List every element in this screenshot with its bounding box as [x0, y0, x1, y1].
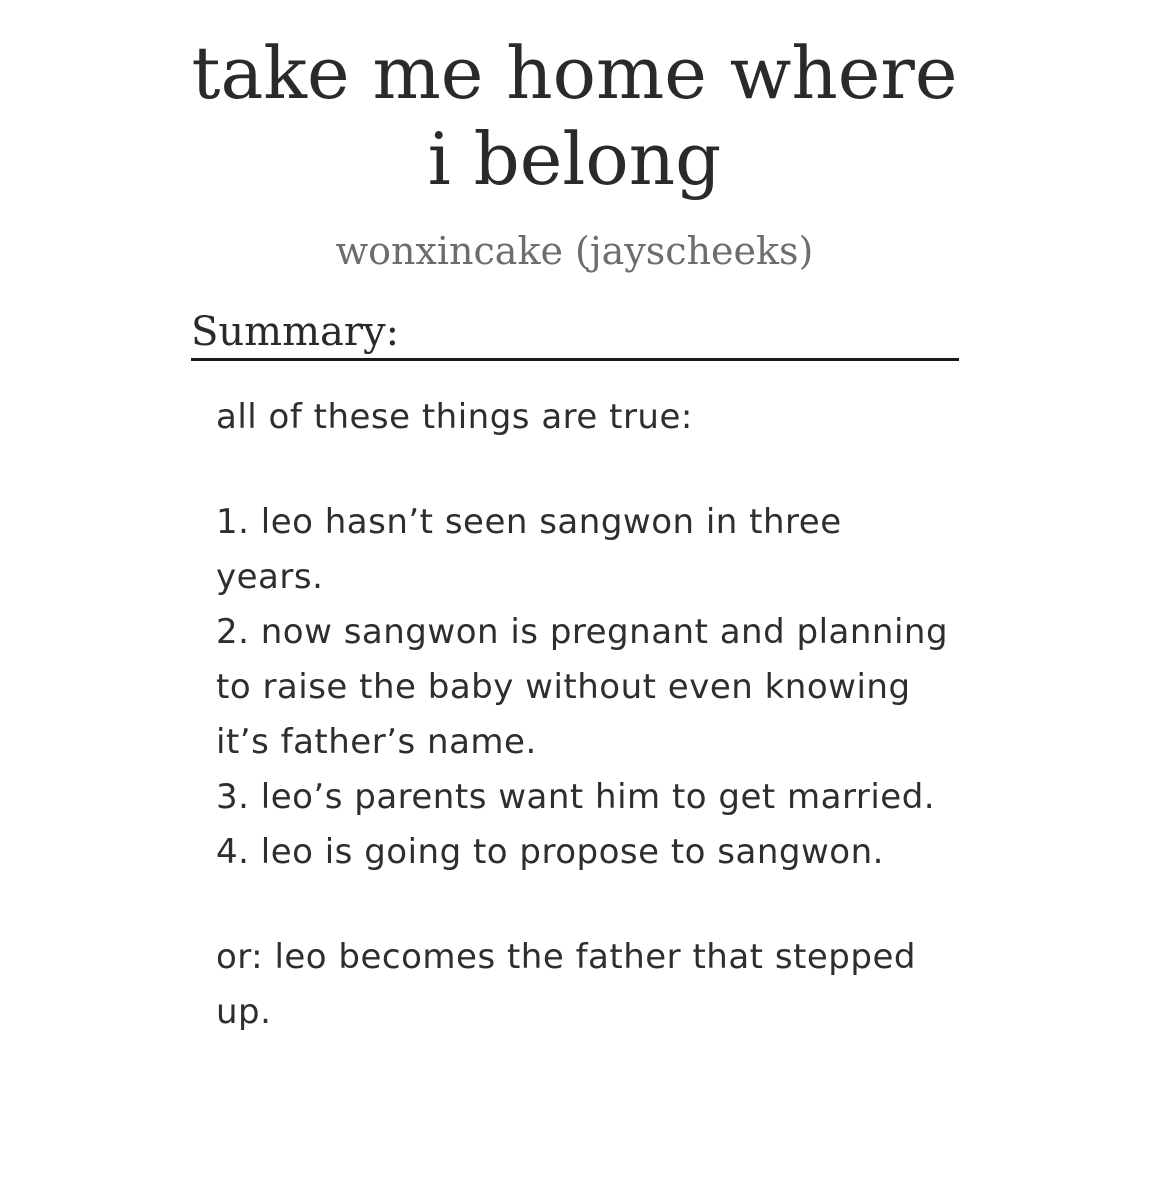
work-title	[0, 30, 1149, 202]
summary-intro: all of these things are true:	[216, 397, 693, 437]
work-title-line-1: take me home where	[191, 31, 958, 115]
summary-spacer	[216, 445, 956, 495]
summary-body	[216, 390, 956, 1040]
summary-item-2: 2. now sangwon is pregnant and planning to raise the baby without even knowing it’s father’s name.	[216, 612, 949, 762]
summary-closing: or: leo becomes the father that stepped up.	[216, 937, 916, 1032]
summary-item-3: 3. leo’s parents want him to get married.	[216, 777, 936, 817]
work-author[interactable]: wonxincake (jayscheeks)	[335, 229, 814, 273]
summary-heading: Summary:	[191, 306, 959, 361]
summary-item-1: 1. leo hasn’t seen sangwon in three years.	[216, 502, 842, 597]
summary-item-4: 4. leo is going to propose to sangwon.	[216, 832, 884, 872]
summary-spacer	[216, 880, 956, 930]
work-title-line-2: i belong	[427, 117, 722, 201]
